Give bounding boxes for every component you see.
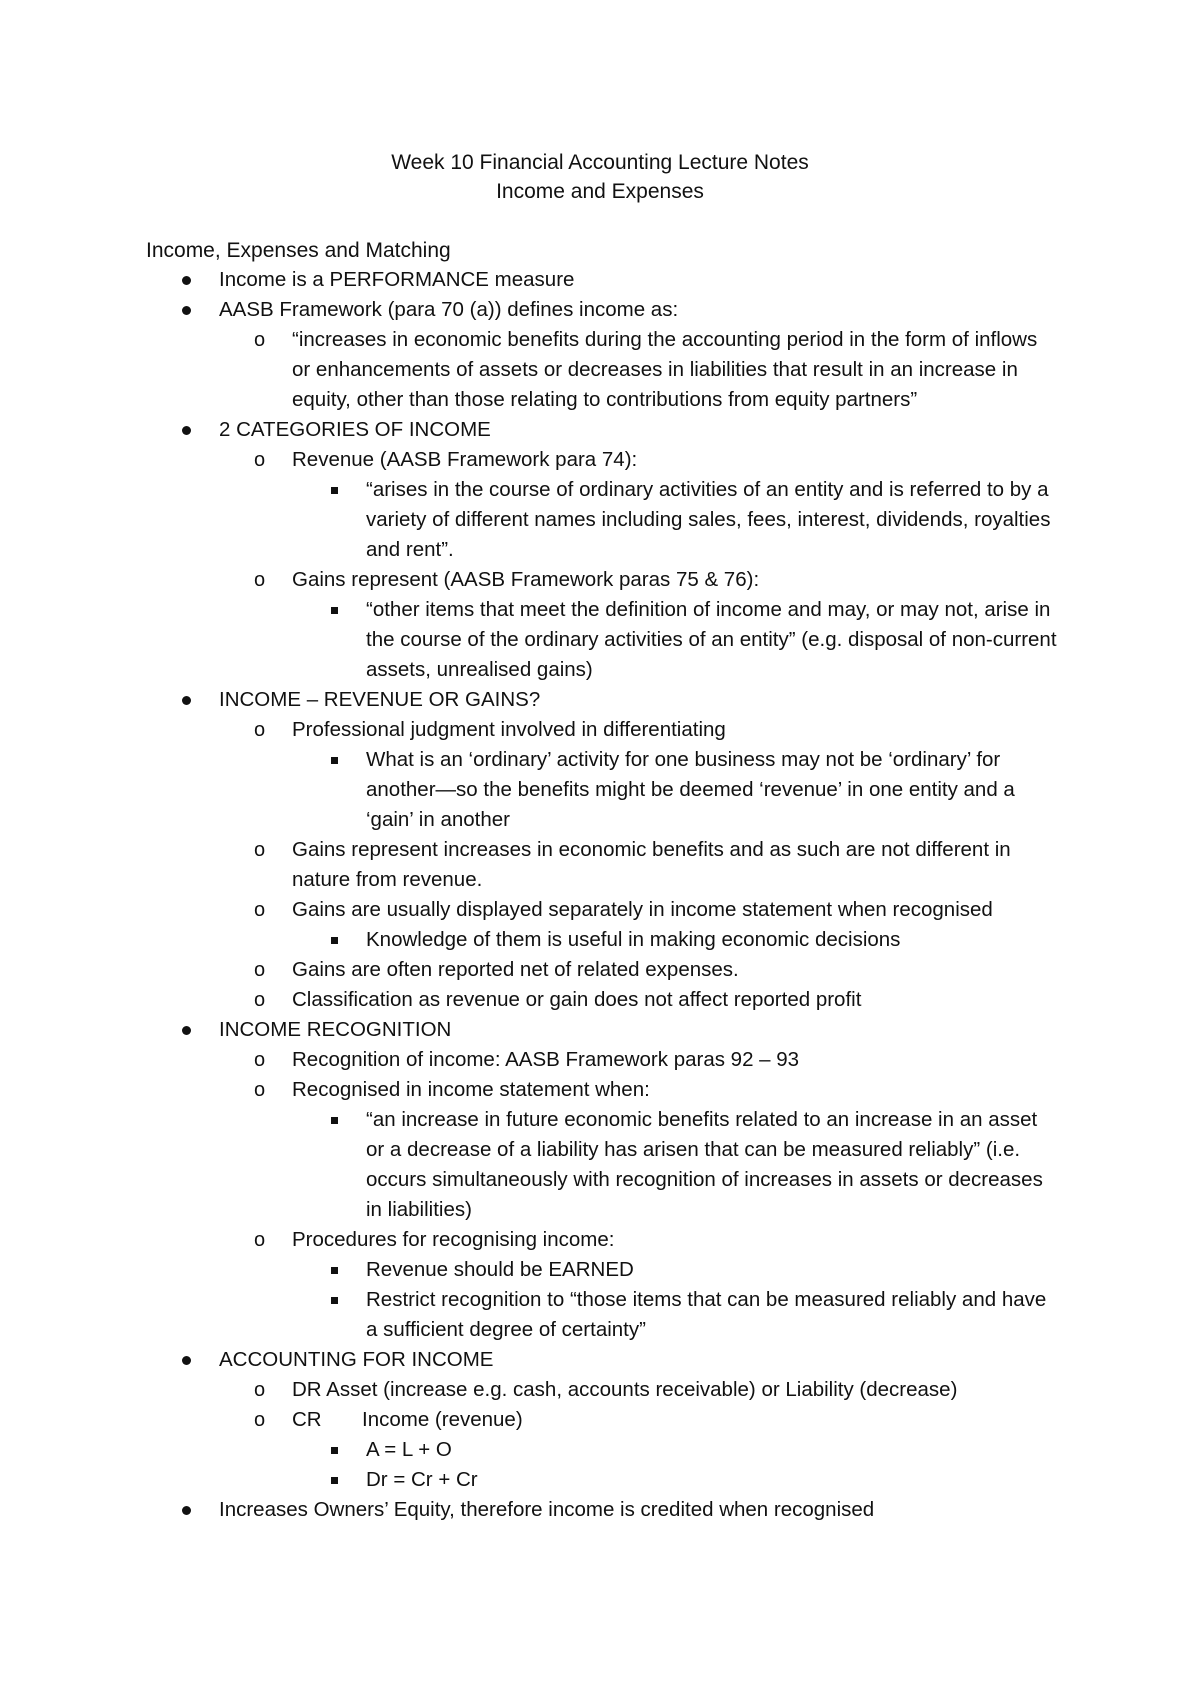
list-item-level-3: [0, 925, 1200, 955]
square-bullet-icon: [331, 757, 338, 764]
document-subtitle: Income and Expenses: [496, 180, 704, 203]
hollow-bullet-icon: o: [254, 959, 266, 981]
list-item-text: Restrict recognition to “those items that can be measured reliably and have a sufficient degree of certainty”: [366, 1288, 1052, 1341]
round-bullet-icon: [182, 306, 191, 315]
bullet-list: [0, 265, 1200, 1525]
list-item-level-2: [0, 325, 1200, 415]
list-item-level-2: [0, 1225, 1200, 1255]
square-bullet-icon: [331, 937, 338, 944]
section-heading: Income, Expenses and Matching: [146, 239, 451, 262]
list-item-text: “arises in the course of ordinary activities of an entity and is referred to by a variety of different names including sales, fees, interest, dividends, royalties and rent”.: [366, 478, 1057, 561]
list-item-text: Gains are usually displayed separately in income statement when recognised: [292, 898, 993, 921]
list-item-level-1: [0, 295, 1200, 325]
list-item-text: 2 CATEGORIES OF INCOME: [219, 418, 491, 441]
list-item-text: AASB Framework (para 70 (a)) defines income as:: [219, 298, 679, 321]
square-bullet-icon: [331, 607, 338, 614]
list-item-text: [292, 1405, 1060, 1435]
list-item-level-2: [0, 715, 1200, 745]
round-bullet-icon: [182, 1356, 191, 1365]
round-bullet-icon: [182, 276, 191, 285]
list-item-level-2: [0, 1375, 1200, 1405]
round-bullet-icon: [182, 1026, 191, 1035]
list-item-level-1: [0, 685, 1200, 715]
list-item-text: Increases Owners’ Equity, therefore income is credited when recognised: [219, 1498, 875, 1521]
entry-text: Income (revenue): [362, 1408, 523, 1431]
entry-prefix: CR: [292, 1408, 322, 1431]
list-item-level-3: [0, 475, 1200, 565]
list-item-text: Classification as revenue or gain does not affect reported profit: [292, 988, 862, 1011]
round-bullet-icon: [182, 696, 191, 705]
list-item-level-3: [0, 1465, 1200, 1495]
hollow-bullet-icon: o: [254, 1379, 266, 1401]
list-item-level-1: [0, 415, 1200, 445]
list-item-level-1: [0, 1015, 1200, 1045]
list-item-level-2: [0, 1045, 1200, 1075]
round-bullet-icon: [182, 426, 191, 435]
hollow-bullet-icon: o: [254, 839, 266, 861]
list-item-text: “an increase in future economic benefits related to an increase in an asset or a decrease of a liability has arisen that can be measured reliably” (i.e. occurs simultaneously with recognition of increases in assets or decreases in liabilities): [366, 1108, 1049, 1221]
list-item-text: Dr = Cr + Cr: [366, 1468, 478, 1491]
list-item-text: “other items that meet the definition of income and may, or may not, arise in the course of the ordinary activities of an entity” (e.g. disposal of non-current assets, unrealised gains): [366, 598, 1063, 681]
square-bullet-icon: [331, 1297, 338, 1304]
list-item-level-1: [0, 1495, 1200, 1525]
list-item-level-2: [0, 445, 1200, 475]
list-item-level-3: [0, 1105, 1200, 1225]
square-bullet-icon: [331, 1447, 338, 1454]
square-bullet-icon: [331, 487, 338, 494]
list-item-text: DR Asset (increase e.g. cash, accounts receivable) or Liability (decrease): [292, 1378, 958, 1401]
hollow-bullet-icon: o: [254, 719, 266, 741]
list-item-level-2: [0, 1405, 1200, 1435]
list-item-level-3: [0, 745, 1200, 835]
list-item-text: “increases in economic benefits during the accounting period in the form of inflows or enhancements of assets or decreases in liabilities that result in an increase in equity, other than those relating to contributions from equity partners”: [292, 328, 1043, 411]
square-bullet-icon: [331, 1267, 338, 1274]
list-item-level-3: [0, 1285, 1200, 1345]
hollow-bullet-icon: o: [254, 1049, 266, 1071]
list-item-text: Gains are often reported net of related expenses.: [292, 958, 739, 981]
hollow-bullet-icon: o: [254, 989, 266, 1011]
list-item-text: ACCOUNTING FOR INCOME: [219, 1348, 494, 1371]
hollow-bullet-icon: o: [254, 1079, 266, 1101]
list-item-text: Revenue (AASB Framework para 74):: [292, 448, 638, 471]
round-bullet-icon: [182, 1506, 191, 1515]
document-title: Week 10 Financial Accounting Lecture Notes: [391, 151, 809, 174]
list-item-text: INCOME – REVENUE OR GAINS?: [219, 688, 541, 711]
list-item-text: What is an ‘ordinary’ activity for one business may not be ‘ordinary’ for another—so the benefits might be deemed ‘revenue’ in one entity and a ‘gain’ in another: [366, 748, 1021, 831]
square-bullet-icon: [331, 1477, 338, 1484]
list-item-text: Recognised in income statement when:: [292, 1078, 650, 1101]
list-item-text: Gains represent increases in economic benefits and as such are not different in nature from revenue.: [292, 838, 1017, 891]
square-bullet-icon: [331, 1117, 338, 1124]
hollow-bullet-icon: o: [254, 899, 266, 921]
list-item-level-1: [0, 265, 1200, 295]
list-item-level-3: [0, 1255, 1200, 1285]
list-item-level-2: [0, 835, 1200, 895]
list-item-text: Income is a PERFORMANCE measure: [219, 268, 575, 291]
hollow-bullet-icon: o: [254, 329, 266, 351]
list-item-text: Procedures for recognising income:: [292, 1228, 615, 1251]
list-item-text: Knowledge of them is useful in making economic decisions: [366, 928, 901, 951]
list-item-text: INCOME RECOGNITION: [219, 1018, 452, 1041]
list-item-level-3: [0, 1435, 1200, 1465]
list-item-text: Professional judgment involved in differentiating: [292, 718, 726, 741]
list-item-text: A = L + O: [366, 1438, 452, 1461]
list-item-level-2: [0, 895, 1200, 925]
list-item-level-2: [0, 1075, 1200, 1105]
list-item-level-2: [0, 565, 1200, 595]
hollow-bullet-icon: o: [254, 1229, 266, 1251]
hollow-bullet-icon: o: [254, 1409, 266, 1431]
list-item-level-2: [0, 955, 1200, 985]
list-item-text: Gains represent (AASB Framework paras 75 & 76):: [292, 568, 760, 591]
list-item-text: Recognition of income: AASB Framework paras 92 – 93: [292, 1048, 800, 1071]
hollow-bullet-icon: o: [254, 449, 266, 471]
list-item-level-2: [0, 985, 1200, 1015]
hollow-bullet-icon: o: [254, 569, 266, 591]
list-item-level-3: [0, 595, 1200, 685]
list-item-level-1: [0, 1345, 1200, 1375]
list-item-text: Revenue should be EARNED: [366, 1258, 634, 1281]
